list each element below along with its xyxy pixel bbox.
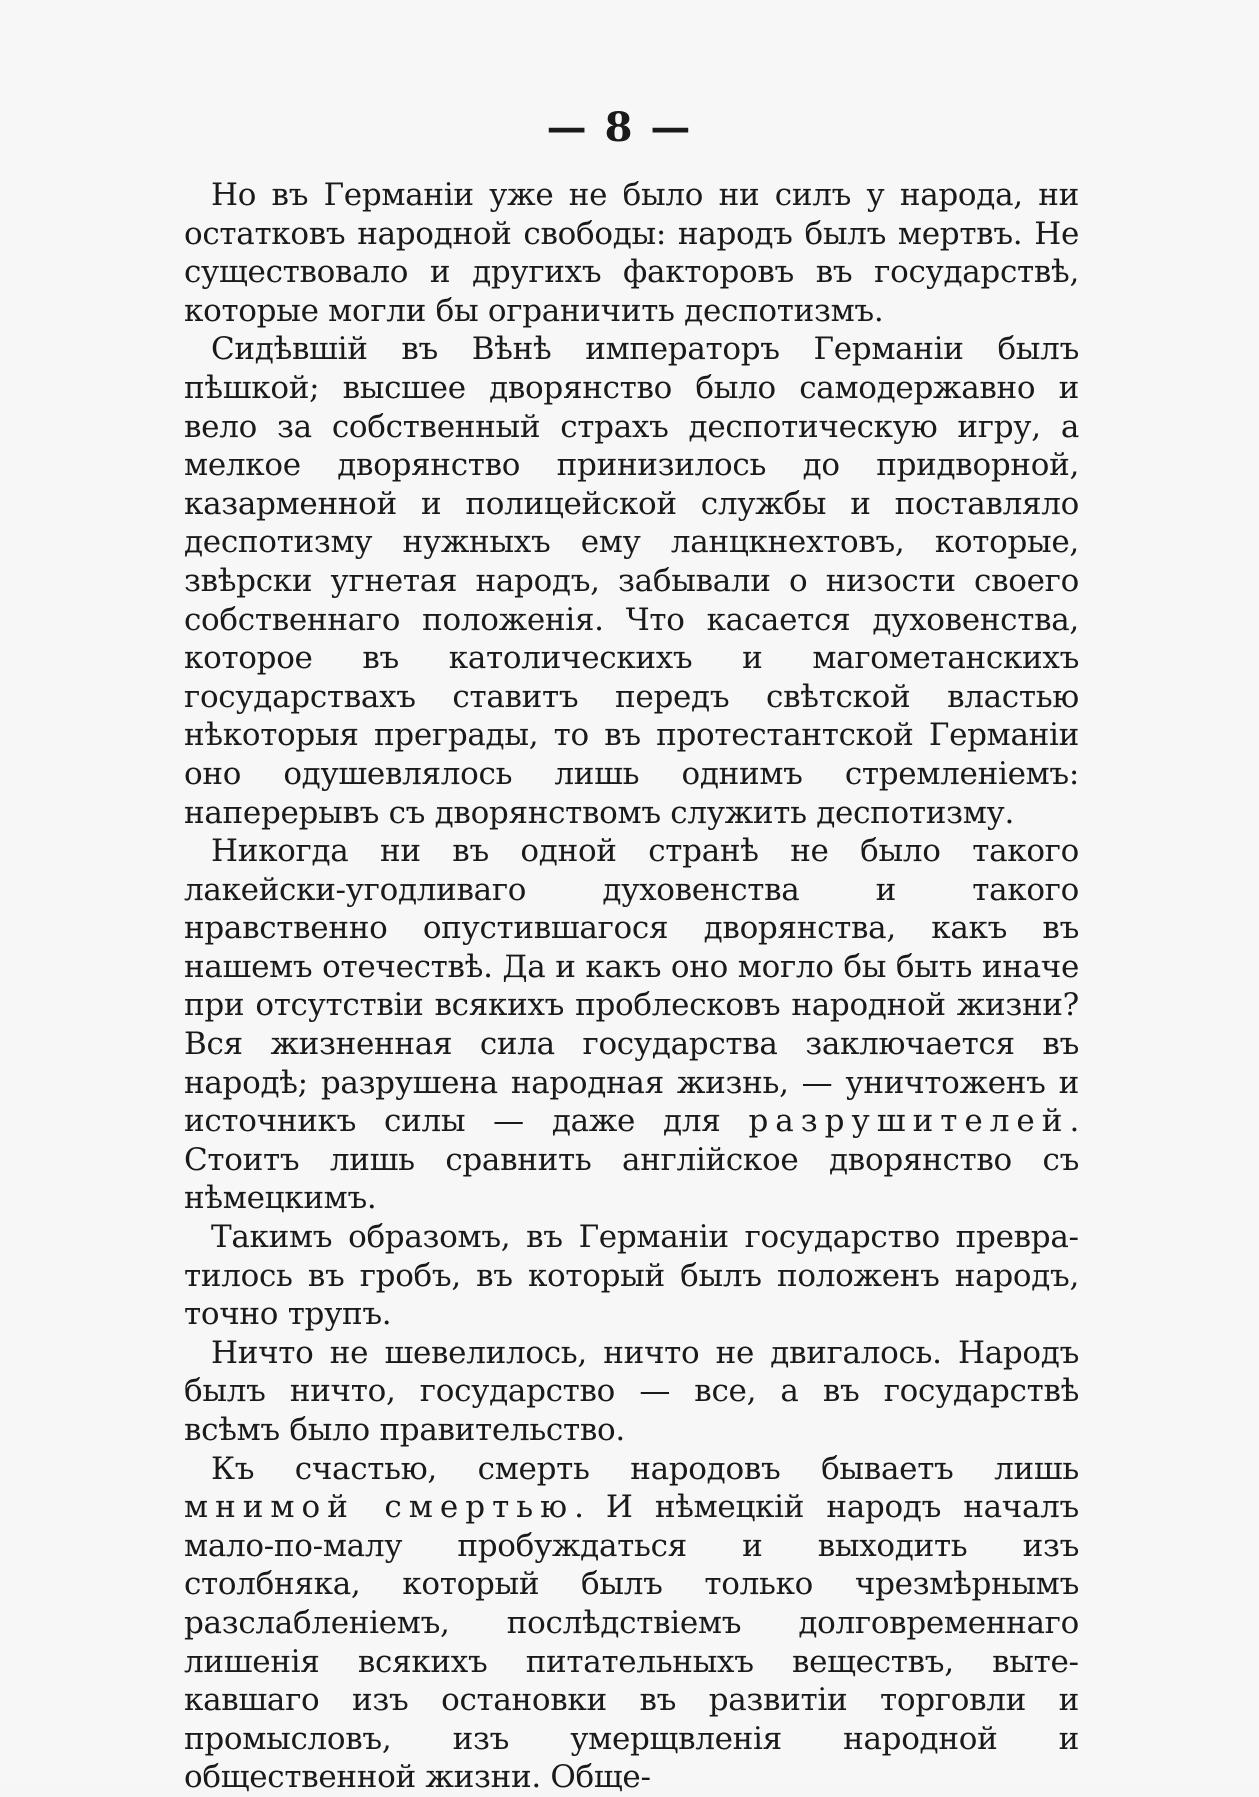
paragraph-6-text-before: Къ счастью, смерть народовъ бываетъ лишь: [211, 1450, 1079, 1487]
paragraph-2: Сидѣвшій въ Вѣнѣ императоръ Германіи былъ пѣшкой; высшее дворянство было самодержавно и вело за собственный страхъ деспотическую игру, а мелкое дворянство принизилось до придворной, казарменной и полицейской службы и поставляло деспотизму нужныхъ ему ланцкнехтовъ, которые, звѣрски угнетая народъ, забывали о низости своего собственнаго положенія. Что касается духовенства, которое въ католическихъ и магометанскихъ государствахъ ставитъ передъ свѣтской властью нѣкоторыя преграды, то въ протестантской Германіи оно одушевлялось лишь однимъ стремленіемъ: наперерывъ съ дворянствомъ служить деспотизму.: [184, 331, 1079, 831]
paragraph-6-text-after: . И нѣмецкій народъ началъ мало-по-малу пробуждаться и выходить изъ столбняка, который былъ только чрезмѣрнымъ разслабленіемъ, послѣдствіемъ долговременнаго лишенія всякихъ питательныхъ веществъ, вытекавшаго изъ остановки въ развитіи торговли и промысловъ, изъ умерщвленія народной и общественной жизни. Обще-: [184, 1489, 1079, 1796]
paragraph-4: Такимъ образомъ, въ Германіи государство превратилось въ гробъ, въ который былъ положенъ народъ, точно трупъ.: [184, 1219, 1079, 1333]
paragraph-3-text-before: Никогда ни въ одной странѣ не было такого лакейски-угодливаго духовенства и такого нравственно опустившагося дворянства, какъ въ нашемъ отечествѣ. Да и какъ оно могло бы быть иначе при отсутствіи всякихъ проблесковъ народной жизни? Вся жизненная сила государства заключается въ народѣ; разрушена народная жизнь, — уничтоженъ и источникъ силы — даже для: [184, 833, 1079, 1140]
paragraph-3-text-after: . Стоитъ лишь сравнить англійское дворянство съ нѣмецкимъ.: [184, 1103, 1079, 1217]
paragraph-3: [184, 832, 1079, 1218]
paragraph-6-emphasis: мнимой смертью: [184, 1489, 575, 1526]
paragraph-6: [184, 1450, 1079, 1797]
page-number: — 8 —: [546, 104, 693, 151]
body-text: [184, 176, 1079, 1797]
paragraph-3-emphasis: разрушителей: [748, 1103, 1070, 1140]
paragraph-1: Но въ Германіи уже не было ни силъ у народа, ни остатковъ народной свободы: народъ былъ мертвъ. Не существовало и другихъ факторовъ въ государствѣ, которые могли бы ограничить деспотизмъ.: [184, 177, 1079, 329]
paragraph-5: Ничто не шевелилось, ничто не двигалось. Народъ былъ ничто, государство — все, а въ государствѣ всѣмъ было правительство.: [184, 1334, 1079, 1448]
